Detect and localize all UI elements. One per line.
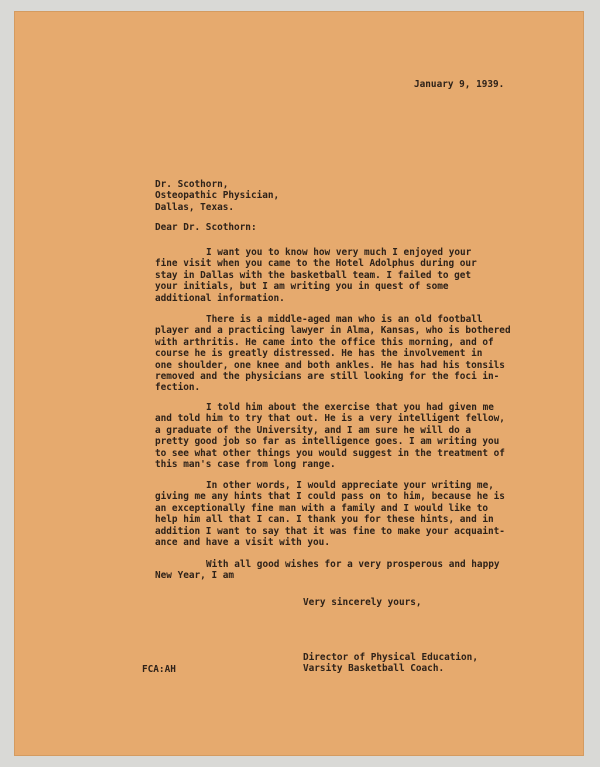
body-line: player and a practicing lawyer in Alma, Kansas, who is bothered [155,325,511,337]
body-line: this man's case from long range. [155,458,336,470]
signature-title-line: Director of Physical Education, [303,652,478,663]
body-paragraph-3 [155,402,505,470]
body-line: There is a middle-aged man who is an old football [206,314,483,325]
body-line: course he is greatly distressed. He has the involvement in [155,348,483,360]
body-line: additional information. [155,292,285,304]
body-line: addition I want to say that it was fine to make your acquaint- [155,525,505,537]
body-line: removed and the physicians are still looking for the foci in- [155,370,500,382]
body-line: and told him to try that out. He is a very intelligent fellow, [155,413,505,425]
recipient-line: Dallas, Texas. [155,201,235,213]
letter-date: January 9, 1939. [414,79,505,90]
body-line: ance and have a visit with you. [155,536,330,548]
signature-block [303,652,478,675]
letter-page [14,11,584,756]
body-line: New Year, I am [155,570,235,582]
salutation: Dear Dr. Scothorn: [155,222,257,233]
body-line: your initials, but I am writing you in quest of some [155,281,449,293]
complimentary-closing: Very sincerely yours, [303,597,422,608]
reference-initials: FCA:AH [142,664,176,675]
signature-title-line: Varsity Basketball Coach. [303,663,445,675]
body-line: with arthritis. He came into the office this morning, and of [155,336,494,348]
body-line: stay in Dallas with the basketball team. I failed to get [155,269,472,281]
recipient-line: Dr. Scothorn, [155,179,229,190]
body-line: With all good wishes for a very prosperous and happy [206,559,500,570]
body-paragraph-4 [155,480,505,548]
body-line: help him all that I can. I thank you for these hints, and in [155,514,494,526]
body-line: one shoulder, one knee and both ankles. He has had his tonsils [155,359,505,371]
body-paragraph-1 [155,247,477,304]
body-line: to see what other things you would suggest in the treatment of [155,447,505,459]
recipient-line: Osteopathic Physician, [155,190,280,202]
body-line: giving me any hints that I could pass on to him, because he is [155,491,505,503]
body-line: I want you to know how very much I enjoyed your [206,247,472,258]
body-line: In other words, I would appreciate your writing me, [206,480,494,491]
body-paragraph-5 [155,559,500,582]
body-paragraph-2 [155,314,511,394]
body-line: fection. [155,382,201,394]
body-line: pretty good job so far as intelligence goes. I am writing you [155,436,500,448]
body-line: an exceptionally fine man with a family and I would like to [155,502,489,514]
body-line: a graduate of the University, and I am sure he will do a [155,424,472,436]
body-line: fine visit when you came to the Hotel Adolphus during our [155,258,477,270]
body-line: I told him about the exercise that you had given me [206,402,494,413]
recipient-address [155,179,279,213]
